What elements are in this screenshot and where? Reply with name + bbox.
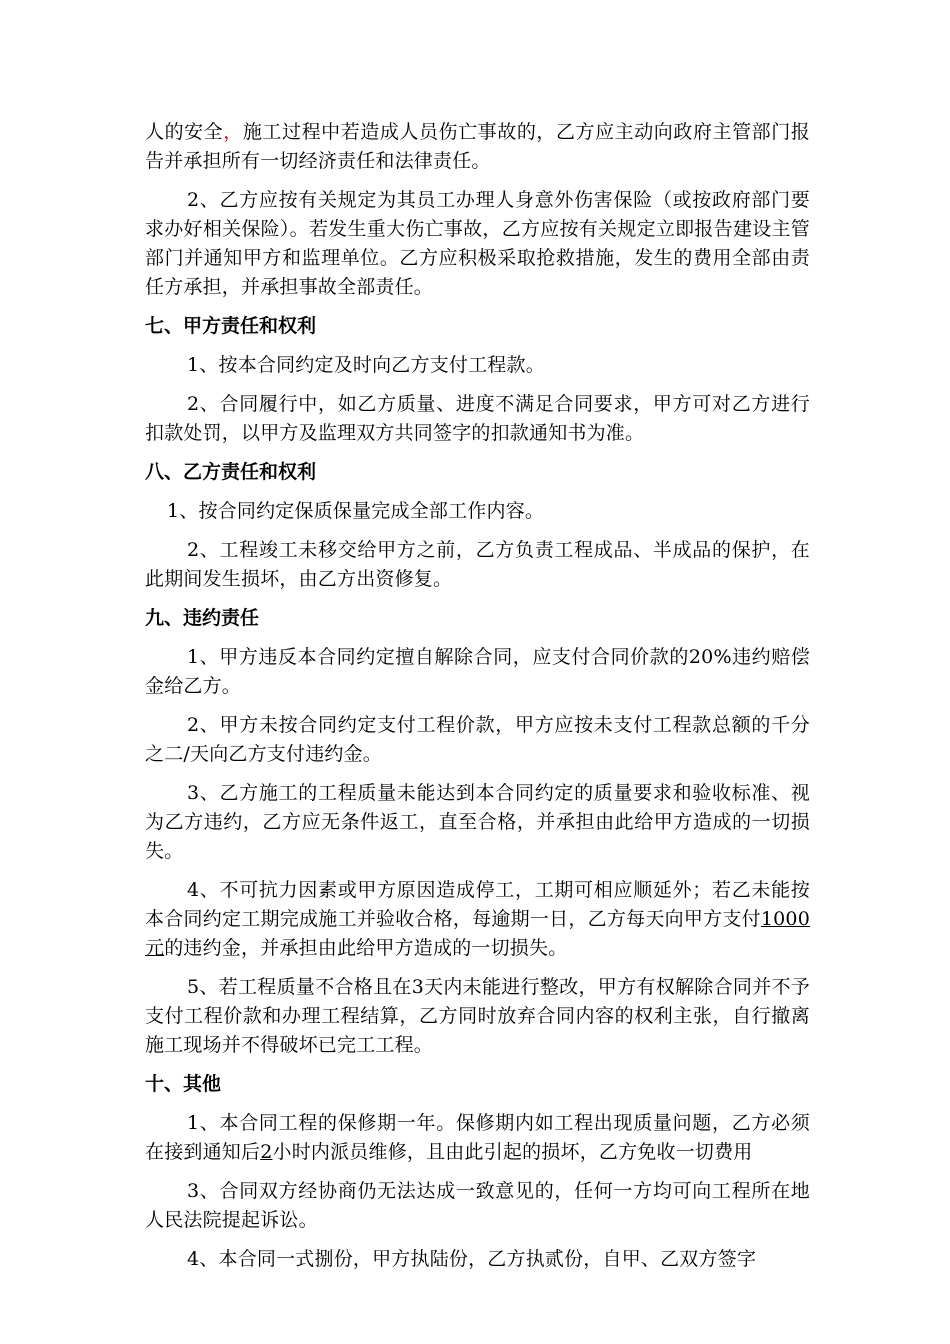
clause-10-1 <box>145 1109 810 1167</box>
clause-7-1: 1、按本合同约定及时向乙方支付工程款。 <box>187 354 545 376</box>
underlined-hours: 2 <box>260 1141 273 1163</box>
clause-9-5: 5、若工程质量不合格且在3天内未能进行整改，甲方有权解除合同并不予支付工程价款和办理工程结算，乙方同时放弃合同内容的权利主张，自行撤离施工现场并不得破坏已完工工程。 <box>145 976 810 1056</box>
paragraph-insurance: 2、乙方应按有关规定为其员工办理人身意外伤害保险（或按政府部门要求办好相关保险）。若发生重大伤亡事故，乙方应按有关规定立即报告建设主管部门并通知甲方和监理单位。乙方应积极采取抢救措施，发生的费用全部由责任方承担，并承担事故全部责任。 <box>145 189 810 298</box>
clause-10-4: 4、本合同一式捌份，甲方执陆份，乙方执贰份，自甲、乙双方签字 <box>187 1248 757 1270</box>
section-heading-9: 九、违约责任 <box>145 607 260 629</box>
document-page <box>145 118 810 1274</box>
red-comma: ， <box>223 121 243 143</box>
text-run: 人的安全 <box>145 121 224 143</box>
text-run: 的违约金，并承担由此给甲方造成的一切损失。 <box>164 937 568 959</box>
paragraph-safety <box>145 118 810 176</box>
text-run: 小时内派员维修，且由此引起的损坏，乙方免收一切费用 <box>272 1141 753 1163</box>
clause-9-3: 3、乙方施工的工程质量未能达到本合同约定的质量要求和验收标准、视为乙方违约，乙方应无条件返工，直至合格，并承担由此给甲方造成的一切损失。 <box>145 782 810 862</box>
clause-9-4 <box>145 876 810 963</box>
text-run: 4、不可抗力因素或甲方原因造成停工，工期可相应顺延外；若乙未能按本合同约定工期完成施工并验收合格，每逾期一日，乙方每天向甲方支付 <box>145 879 810 930</box>
clause-8-1: 1、按合同约定保质保量完成全部工作内容。 <box>167 500 545 522</box>
section-heading-7: 七、甲方责任和权利 <box>145 315 317 337</box>
clause-9-1: 1、甲方违反本合同约定擅自解除合同，应支付合同价款的20%违约赔偿金给乙方。 <box>145 646 810 697</box>
text-run: 施工过程中若造成人员伤亡事故的，乙方应主动向政府主管部门报告并承担所有一切经济责任和法律责任。 <box>145 121 810 172</box>
clause-7-2: 2、合同履行中，如乙方质量、进度不满足合同要求，甲方可对乙方进行扣款处罚，以甲方及监理双方共同签字的扣款通知书为准。 <box>145 393 810 444</box>
clause-8-2: 2、工程竣工未移交给甲方之前，乙方负责工程成品、半成品的保护，在此期间发生损坏，由乙方出资修复。 <box>145 539 810 590</box>
section-heading-10: 十、其他 <box>145 1073 222 1095</box>
underlined-amount: 1000元 <box>145 908 810 959</box>
text-run: 1、本合同工程的保修期一年。保修期内如工程出现质量问题，乙方必须在接到通知后 <box>145 1112 810 1163</box>
section-heading-8: 八、乙方责任和权利 <box>145 461 317 483</box>
clause-9-2: 2、甲方未按合同约定支付工程价款，甲方应按未支付工程款总额的千分之二/天向乙方支付违约金。 <box>145 714 810 765</box>
clause-10-3: 3、合同双方经协商仍无法达成一致意见的，任何一方均可向工程所在地人民法院提起诉讼。 <box>145 1180 810 1231</box>
